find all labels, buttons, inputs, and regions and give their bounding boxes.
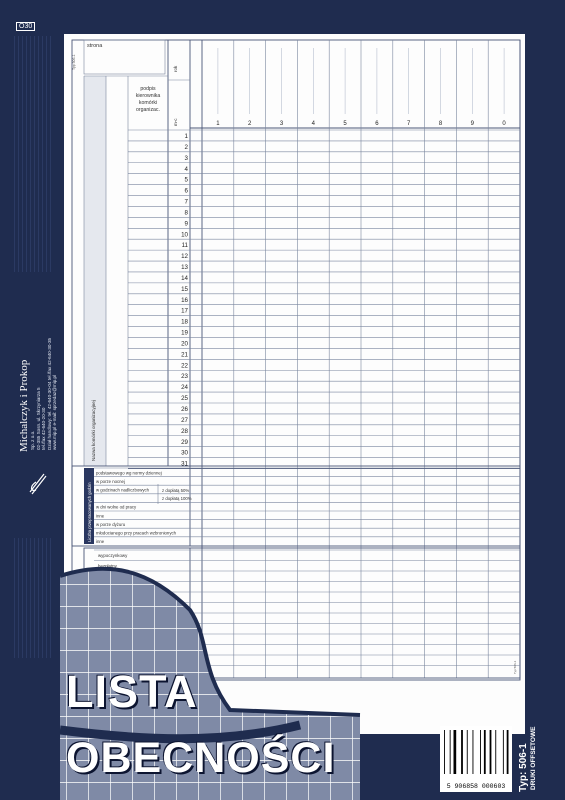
footer-small-id: Typ 506-1 (513, 660, 517, 674)
barcode-number: 5 906858 000603 (446, 783, 506, 790)
day-number: 5 (184, 176, 188, 184)
day-number: 6 (184, 187, 188, 195)
unit-name-label: Nazwa komórki organizacyjnej (91, 400, 96, 461)
druki-label: DRUKI OFFSETOWE (530, 726, 537, 790)
barcode (440, 726, 512, 792)
spine-stripes-top (14, 36, 52, 272)
day-number: 22 (181, 362, 188, 370)
absence-row-label: wypoczynkowy (98, 553, 128, 558)
day-number: 4 (184, 165, 188, 173)
brand-name: Michalczyk i Prokop (18, 359, 30, 452)
day-number: 7 (184, 198, 188, 206)
signature-label-line: kierownika (135, 93, 161, 99)
day-number: 26 (181, 406, 188, 413)
day-number: 9 (184, 220, 188, 228)
day-number: 14 (181, 274, 188, 282)
hours-row-label: inne (96, 539, 105, 545)
day-number: 30 (181, 449, 188, 457)
day-number: 12 (181, 253, 188, 261)
overtime-rate-50: z dopłatą 50% (162, 488, 190, 493)
absence-row-label: bezpłatny (98, 563, 117, 569)
signature-label-line: komórki (138, 100, 158, 106)
day-number: 29 (181, 438, 188, 446)
signature-label-line: organizac. (136, 107, 160, 113)
brand-address-line: 02-385 Sosn. ul. Skrzyniarza 5 (35, 387, 41, 450)
cover-title-line1: LISTA (66, 666, 198, 717)
hours-row-label: podstawowego wg normy dziennej (96, 470, 162, 476)
barcode-bars-icon (440, 728, 512, 780)
day-number: 13 (181, 264, 188, 272)
cover-title-line2: OBECNOŚCI (66, 734, 336, 782)
brand-suffix: Sp. z o.o. (30, 430, 35, 450)
day-column-head: 0 (502, 121, 506, 127)
hours-section-label: Liczba przepracowanych godzin (87, 482, 92, 542)
brand-address (30, 338, 58, 450)
day-column-head: 7 (407, 121, 411, 127)
day-column-head: 1 (216, 121, 220, 127)
brand-address-line: Dział handlowy: tel. 42-640-30-04 tel./fax 42-640-30-35 (46, 337, 52, 450)
day-number: 1 (184, 133, 188, 140)
brand-address-line: tel./fax 42-640-20-30 (41, 407, 47, 450)
day-number: 16 (181, 296, 188, 304)
day-number: 10 (181, 231, 188, 239)
day-number: 24 (181, 384, 188, 392)
day-number: 25 (181, 395, 188, 403)
brand-logo-icon (26, 468, 48, 496)
signature-label-line: podpis (140, 86, 156, 92)
hours-row-label: inne (96, 513, 105, 519)
strona-label: strona (87, 43, 103, 49)
day-number: 11 (181, 242, 188, 250)
day-column-head: 6 (375, 121, 379, 127)
day-number: 23 (181, 373, 188, 381)
day-number: 19 (181, 329, 188, 337)
day-number: 27 (181, 416, 188, 424)
hours-row-label: w godzinach nadliczbowych (96, 487, 150, 493)
hours-row-label: młodocianego przy pracach wzbronionych (96, 530, 177, 536)
type-label: Typ: 506-1 (518, 743, 529, 792)
day-column-head: 8 (438, 121, 443, 127)
day-number: 28 (181, 427, 188, 435)
day-column-head: 3 (279, 121, 284, 127)
day-number: 2 (184, 143, 188, 151)
day-column-head: 4 (311, 121, 315, 127)
day-number: 3 (184, 154, 188, 162)
day-column-head: 2 (248, 121, 252, 127)
form-id-small: Typ 506-1 (72, 54, 76, 70)
day-number: 20 (181, 340, 188, 348)
day-number: 21 (181, 351, 188, 359)
form-code: O30 (16, 22, 35, 31)
day-column-head: 5 (343, 121, 347, 127)
day-number: 31 (181, 460, 188, 468)
day-number: 8 (184, 209, 188, 217)
overtime-rate-100: z dopłatą 100% (162, 496, 192, 501)
day-number: 17 (181, 307, 188, 315)
day-number: 15 (181, 285, 188, 293)
hours-row-label: w porze dyżuru (96, 521, 126, 527)
day-column-head: 9 (470, 121, 474, 127)
miesiac-label: m-c (173, 118, 178, 126)
brand-address-line: www.mip.pl e-mail: sprzedaz@mip.pl (52, 374, 58, 450)
rok-label: rok (173, 65, 178, 72)
hours-row-label: w porze nocnej (96, 478, 125, 484)
hours-row-label: w dni wolne od pracy (96, 504, 137, 510)
day-number: 18 (181, 318, 188, 326)
